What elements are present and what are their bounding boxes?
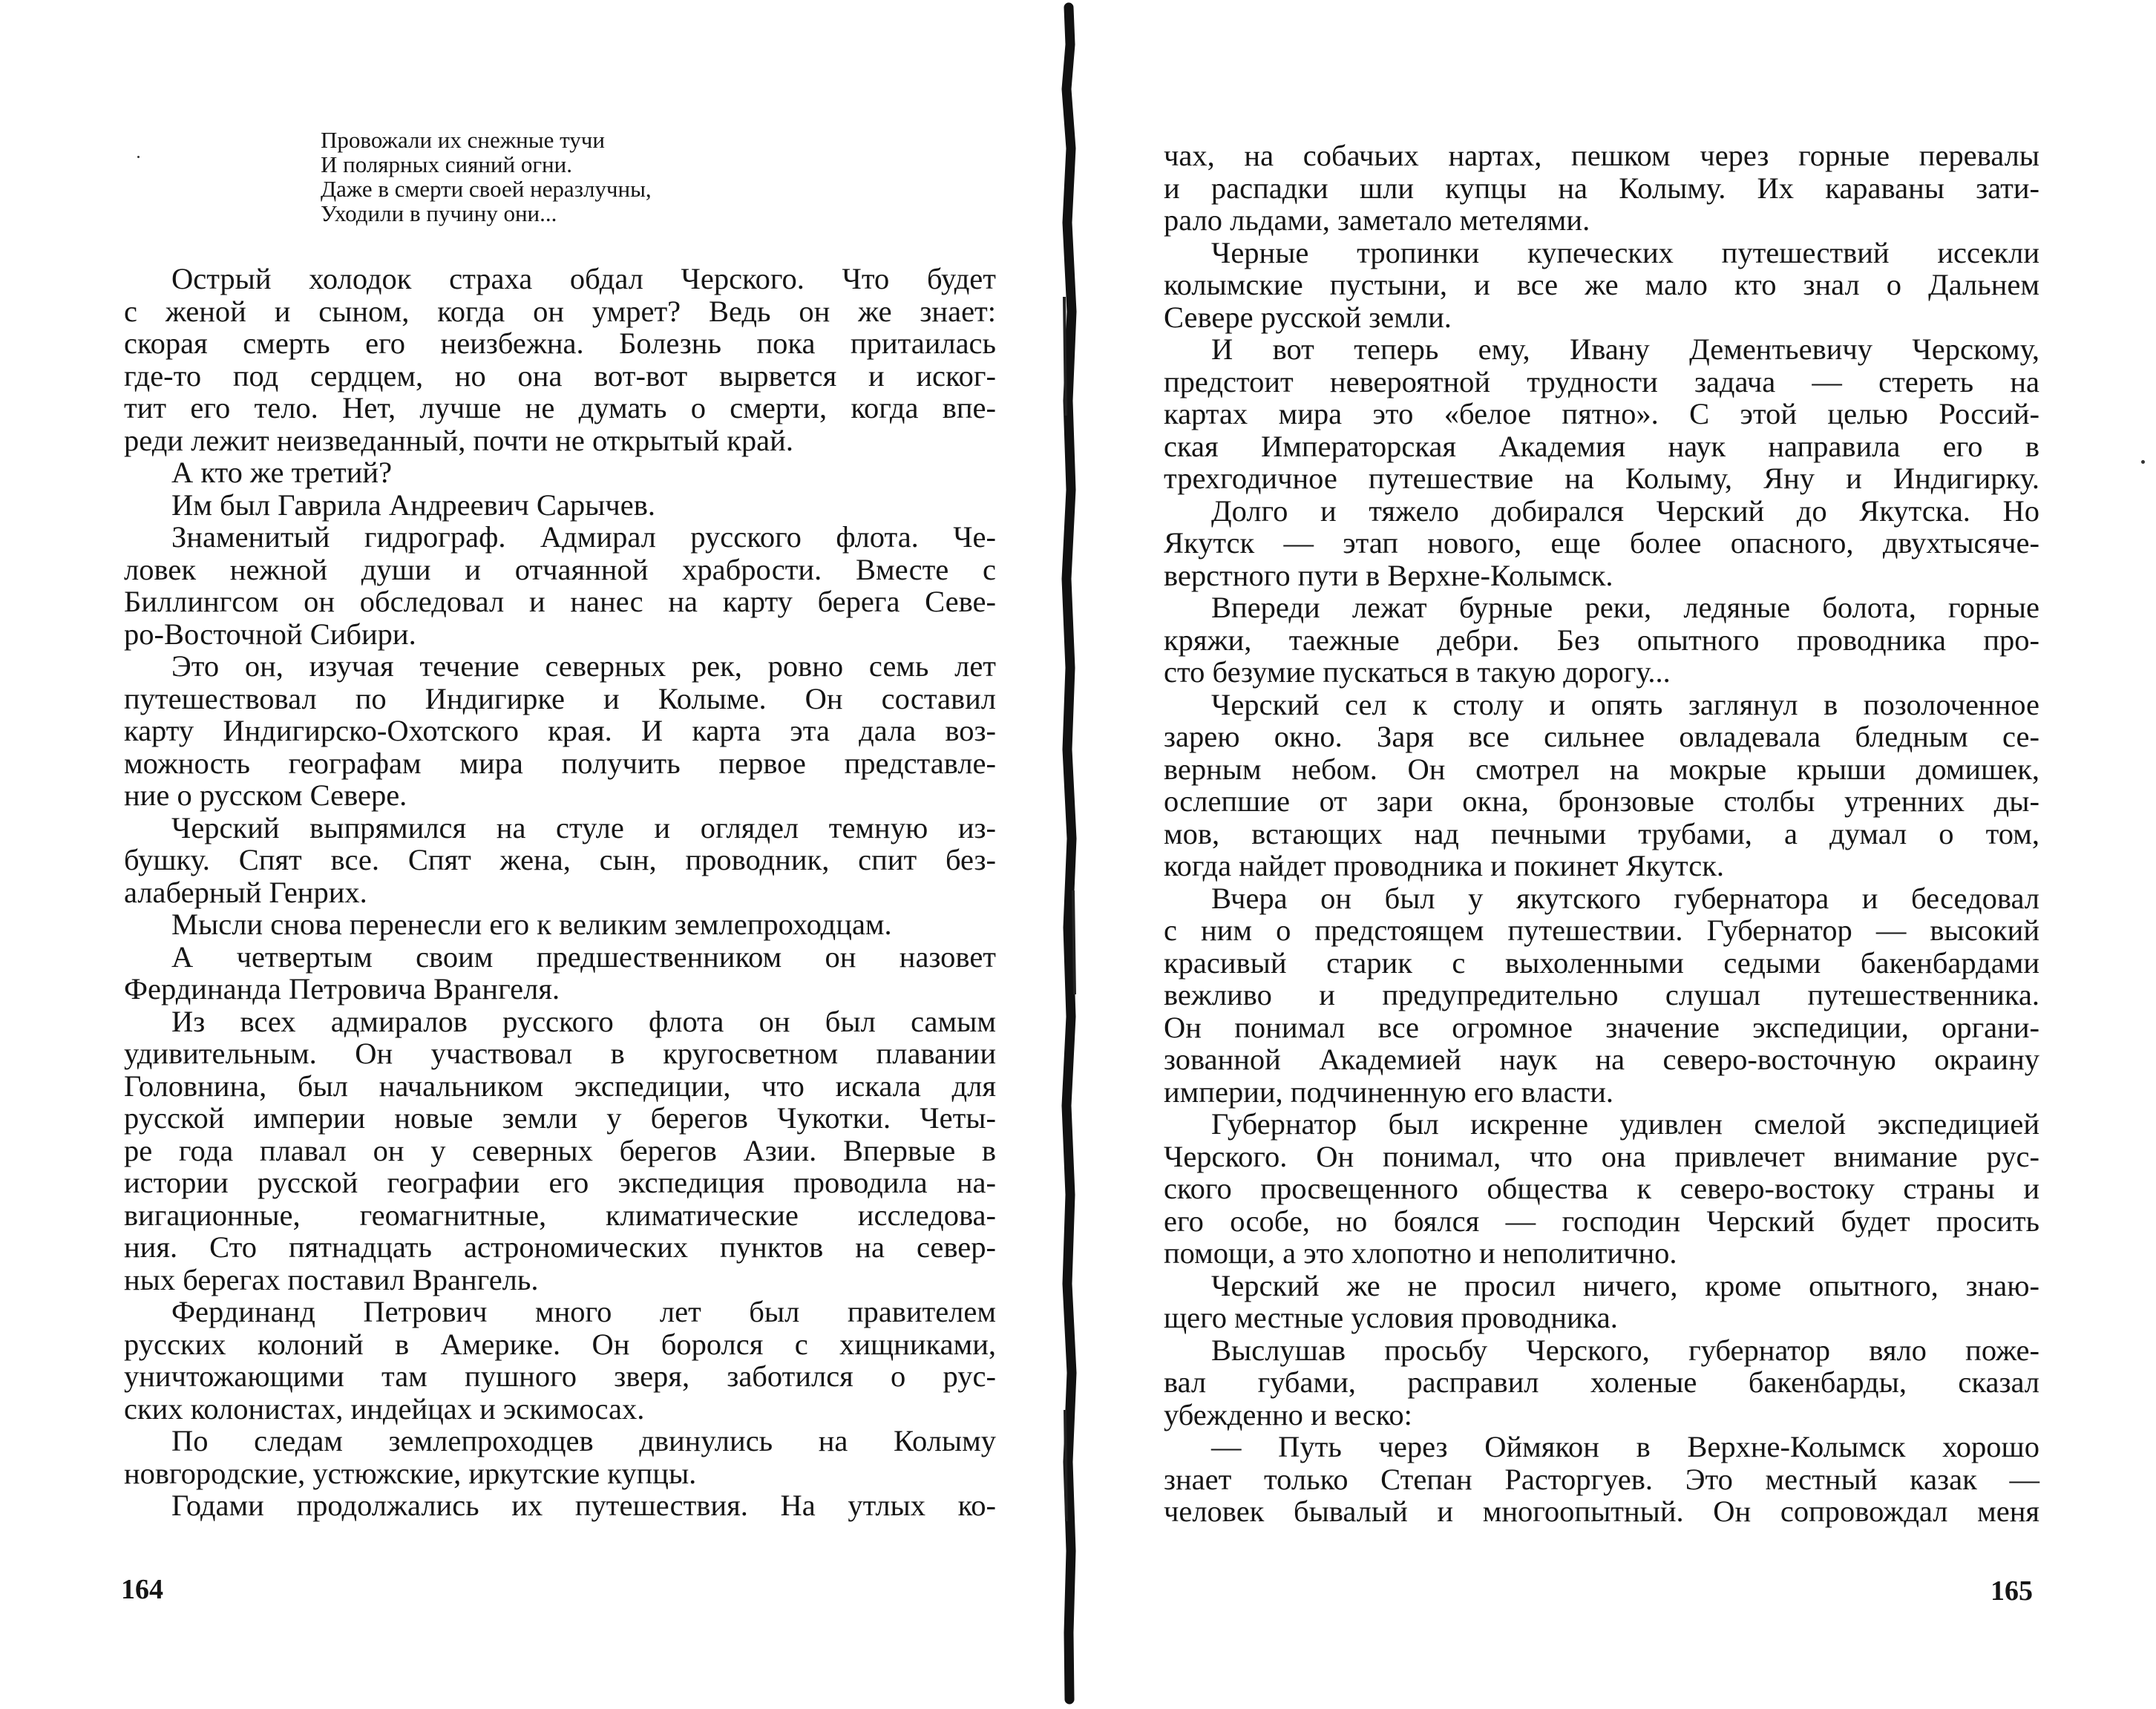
text-line: ния. Сто пятнадцать астрономических пунктов на север- xyxy=(124,1230,996,1264)
text-line: кряжи, таежные дебри. Без опытного проводника про- xyxy=(1164,623,2039,657)
page-number-right: 165 xyxy=(1990,1575,2033,1607)
text-line: Он понимал все огромное значение экспедиции, органи- xyxy=(1164,1010,2039,1044)
text-line: ре года плавал он у северных берегов Азии. Впервые в xyxy=(124,1133,996,1167)
text-line: Годами продолжались их путешествия. На утлых ко- xyxy=(171,1489,996,1522)
text-line: — Путь через Оймякон в Верхне-Колымск хорошо xyxy=(1211,1430,2039,1463)
text-line: верстного пути в Верхне-Колымск. xyxy=(1164,558,1613,592)
text-line: Черский сел к столу и опять заглянул в позолоченное xyxy=(1211,687,2039,721)
text-line: ских колонистах, индейцах и эскимосах. xyxy=(124,1391,645,1426)
text-line: Черский выпрямился на стуле и оглядел темную из- xyxy=(171,810,996,844)
text-line: ных берегах поставил Врангель. xyxy=(124,1262,539,1296)
text-line: зарею окно. Заря все сильнее овладевала бледным се- xyxy=(1164,720,2039,753)
text-line: скорая смерть его неизбежна. Болезнь пока притаилась xyxy=(124,327,996,360)
left-page-text xyxy=(124,263,996,1522)
text-line: красивый старик с выхоленными седыми бакенбардами xyxy=(1164,945,2039,980)
text-line: помощи, а это хлопотно и неполитично. xyxy=(1164,1236,1677,1270)
print-speck xyxy=(137,156,140,158)
text-line: с ним о предстоящем путешествии. Губернатор — высокий xyxy=(1164,913,2039,947)
text-line: карту Индигирско-Охотского края. И карта эта дала воз- xyxy=(124,714,996,747)
text-line: Знаменитый гидрограф. Адмирал русского флота. Че- xyxy=(171,520,996,554)
text-line: с женой и сыном, когда он умрет? Ведь он же знает: xyxy=(124,294,996,328)
text-line: ро-Восточной Сибири. xyxy=(124,617,416,651)
text-line: человек бывалый и многоопытный. Он сопровождал меня xyxy=(1164,1495,2039,1528)
epigraph-line: И полярных сияний огни. xyxy=(321,151,572,177)
text-line: вежливо и предупредительно слушал путешественника. xyxy=(1164,978,2039,1011)
text-line: колымские пустыни, и все же мало кто знал о Дальнем xyxy=(1164,268,2039,301)
text-line: Долго и тяжело добирался Черский до Якутска. Но xyxy=(1211,493,2039,528)
text-line: трехгодичное путешествие на Колыму, Яну и Индигирку. xyxy=(1164,462,2039,495)
text-line: уничтожающими там пушного зверя, заботился о рус- xyxy=(124,1359,996,1393)
text-line: алаберный Генрих. xyxy=(124,875,367,909)
text-line: истории русской географии его экспедиция проводила на- xyxy=(124,1166,996,1199)
text-line: убежденно и веско: xyxy=(1164,1397,1412,1431)
text-line: Черные тропинки купеческих путешествий иссекли xyxy=(1211,235,2039,269)
text-line: когда найдет проводника и покинет Якутск. xyxy=(1164,849,1725,882)
text-line: По следам землепроходцев двинулись на Колыму xyxy=(171,1424,996,1457)
text-line: Вчера он был у якутского губернатора и беседовал xyxy=(1211,881,2039,915)
text-line: зованной Академией наук на северо-восточную окраину xyxy=(1164,1043,2039,1076)
text-line: ослепшие от зари окна, бронзовые столбы утренних ды- xyxy=(1164,784,2039,818)
print-speck xyxy=(2141,460,2145,464)
text-line: Губернатор был искренне удивлен смелой экспедицией xyxy=(1211,1107,2039,1141)
text-line: Фердинанд Петрович много лет был правителем xyxy=(171,1295,996,1328)
text-line: Черского. Он понимал, что она привлечет внимание рус- xyxy=(1164,1139,2039,1173)
book-gutter-shadow xyxy=(1055,0,1082,1709)
text-line: русских колоний в Америке. Он боролся с хищниками, xyxy=(124,1327,996,1361)
text-line: Мысли снова перенесли его к великим землепроходцам. xyxy=(171,908,892,941)
text-line: чах, на собачьих нартах, пешком через горные перевалы xyxy=(1164,139,2039,172)
text-line: А четвертым своим предшественником он назовет xyxy=(171,939,996,974)
right-page-text xyxy=(1164,140,2039,1528)
text-line: А кто же третий? xyxy=(171,456,393,489)
right-page xyxy=(1084,0,2156,1709)
text-line: верным небом. Он смотрел на мокрые крыши домишек, xyxy=(1164,752,2039,786)
text-line: бушку. Спят все. Спят жена, сын, проводник, спит без- xyxy=(124,843,996,876)
text-line: сто безумие пускаться в такую дорогу... xyxy=(1164,655,1671,689)
text-line: Впереди лежат бурные реки, ледяные болота, горные xyxy=(1211,591,2039,624)
text-line: И вот теперь ему, Ивану Дементьевичу Черскому, xyxy=(1211,332,2039,366)
text-line: можность географам мира получить первое представле- xyxy=(124,746,996,780)
text-line: рало льдами, заметало метелями. xyxy=(1164,203,1590,237)
text-line: Черский же не просил ничего, кроме опытного, знаю- xyxy=(1211,1268,2039,1302)
text-line: предстоит невероятной трудности задача — стереть на xyxy=(1164,364,2039,398)
text-line: Севере русской земли. xyxy=(1164,300,1452,334)
text-line: ского просвещенного общества к северо-востоку страны и xyxy=(1164,1172,2039,1205)
epigraph xyxy=(321,128,840,226)
text-line: удивительным. Он участвовал в кругосветном плавании xyxy=(124,1037,996,1070)
epigraph-line: Провожали их снежные тучи xyxy=(321,127,605,153)
text-line: ская Императорская Академия наук направила его в xyxy=(1164,429,2039,463)
text-line: Головнина, был начальником экспедиции, что искала для xyxy=(124,1069,996,1103)
epigraph-line: Даже в смерти своей неразлучны, xyxy=(321,176,652,202)
text-line: Им был Гаврила Андреевич Сарычев. xyxy=(171,488,655,522)
text-line: вигационные, геомагнитные, климатические исследова- xyxy=(124,1198,996,1232)
text-line: Из всех адмиралов русского флота он был самым xyxy=(171,1004,996,1038)
text-line: вал губами, расправил холеные бакенбарды, сказал xyxy=(1164,1365,2039,1399)
text-line: и распадки шли купцы на Колыму. Их караваны зати- xyxy=(1164,171,2039,205)
text-line: Якутск — этап нового, еще более опасного, двухтысяче- xyxy=(1164,526,2039,560)
text-line: ловек нежной души и отчаянной храбрости. Вместе с xyxy=(124,552,996,586)
text-line: тит его тело. Нет, лучше не думать о смерти, когда впе- xyxy=(124,391,996,424)
text-line: реди лежит неизведанный, почти не открытый край. xyxy=(124,423,793,457)
text-line: Биллингсом он обследовал и нанес на карту берега Севе- xyxy=(124,585,996,618)
epigraph-line: Уходили в пучину они... xyxy=(321,200,557,226)
text-line: его особе, но боялся — господин Черский будет просить xyxy=(1164,1204,2039,1238)
text-line: картах мира это «белое пятно». С этой целью Россий- xyxy=(1164,397,2039,430)
gutter-line-graphic xyxy=(1055,0,1082,1709)
text-line: путешествовал по Индигирке и Колыме. Он составил xyxy=(124,681,996,715)
left-page xyxy=(0,0,1061,1709)
text-line: Выслушав просьбу Черского, губернатор вяло поже- xyxy=(1211,1333,2039,1367)
text-line: ние о русском Севере. xyxy=(124,778,407,812)
text-line: новгородские, устюжские, иркутские купцы. xyxy=(124,1456,697,1490)
text-line: щего местные условия проводника. xyxy=(1164,1301,1618,1334)
text-line: знает только Степан Расторгуев. Это местный казак — xyxy=(1164,1462,2039,1496)
text-line: Это он, изучая течение северных рек, ровно семь лет xyxy=(171,649,996,683)
text-line: русской империи новые земли у берегов Чукотки. Четы- xyxy=(124,1101,996,1135)
text-line: мов, встающих над печными трубами, а думал о том, xyxy=(1164,816,2039,850)
text-line: империи, подчиненную его власти. xyxy=(1164,1075,1614,1109)
text-line: Острый холодок страха обдал Черского. Что будет xyxy=(171,262,996,295)
page-number-left: 164 xyxy=(121,1574,163,1605)
text-line: где-то под сердцем, но она вот-вот вырвется и иског- xyxy=(124,358,996,393)
text-line: Фердинанда Петровича Врангеля. xyxy=(124,972,560,1006)
